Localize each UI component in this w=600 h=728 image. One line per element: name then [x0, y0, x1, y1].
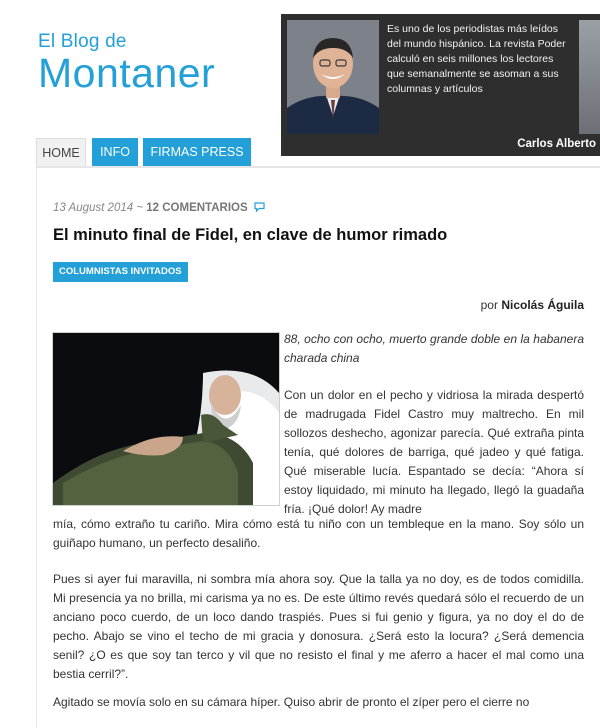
article-paragraph: Agitado se movía solo en su cámara híper. Quiso abrir de pronto el zíper pero el cierre no [53, 695, 530, 709]
post-title[interactable]: El minuto final de Fidel, en clave de humor rimado [53, 226, 448, 244]
post-meta [53, 202, 265, 215]
author-promo-banner[interactable] [281, 14, 600, 156]
byline-prefix: por [480, 298, 498, 312]
article-paragraph: Pues si ayer fui maravilla, ni sombra mía ahora soy. Que la talla ya no doy, es de todos comidilla. Mi presencia ya no brilla, mi carisma ya no es. De este último revés quedará sólo el recuerdo de un anciano poco cuerdo, de un loco dando traspiés. Pues si fui genio y figura, ya no doy el do de pecho. Abajo se vino el techo de mi gracia y donosura. ¿Será esto la locura? ¿Será demencia senil? ¿O es que soy tan terco y vil que no resisto el final y me aferro a hacer el mal como una bestia cerril?”. [53, 572, 584, 681]
comments-link[interactable]: 12 COMENTARIOS [146, 202, 248, 214]
article-paragraph: mía, cómo extraño tu cariño. Mira cómo está tu niño con un tembleque en la mano. Soy sólo un guiñapo humano, un perfecto desaliño. [53, 517, 584, 550]
post-date: 13 August 2014 [53, 202, 134, 214]
tab-firmas-press[interactable]: FIRMAS PRESS [143, 138, 251, 166]
article-epigraph: 88, ocho con ocho, muerto grande doble en la habanera charada china [284, 332, 584, 365]
meta-separator: ~ [136, 202, 144, 214]
comment-bubble-icon[interactable] [254, 202, 265, 215]
author-link[interactable]: Nicolás Águila [501, 298, 584, 312]
logo-subtitle: El Blog de [38, 31, 127, 52]
logo-title: Montaner [38, 50, 216, 96]
tab-home[interactable]: HOME [36, 138, 86, 166]
author-photo [287, 20, 379, 134]
promo-author-name[interactable]: Carlos Alberto [517, 138, 596, 150]
category-badge[interactable]: COLUMNISTAS INVITADOS [53, 262, 188, 282]
tab-info[interactable]: INFO [92, 138, 138, 166]
site-logo[interactable] [38, 32, 215, 94]
promo-description: Es uno de los periodistas más leídos del mundo hispánico. La revista Poder calculó en seis millones los lectores que semanalmente se asoman a sus columnas y artículos [387, 23, 566, 95]
promo-next-thumbnail[interactable] [579, 20, 600, 134]
post-byline [481, 298, 584, 312]
article-photo[interactable] [52, 332, 280, 506]
article-paragraph: Con un dolor en el pecho y vidriosa la mirada despertó de madrugada Fidel Castro muy maltrecho. En mil sollozos deshecho, agonizar parecía. Qué extraña pinta tenía, qué dolores de barriga, qué jadeo y qué fatiga. Qué miserable lucía. Espantado se decía: “Ahora sí estoy liquidado, mi minuto ha llegado, llegó la guadaña fría. ¡Qué dolor! Ay madre [284, 388, 584, 516]
